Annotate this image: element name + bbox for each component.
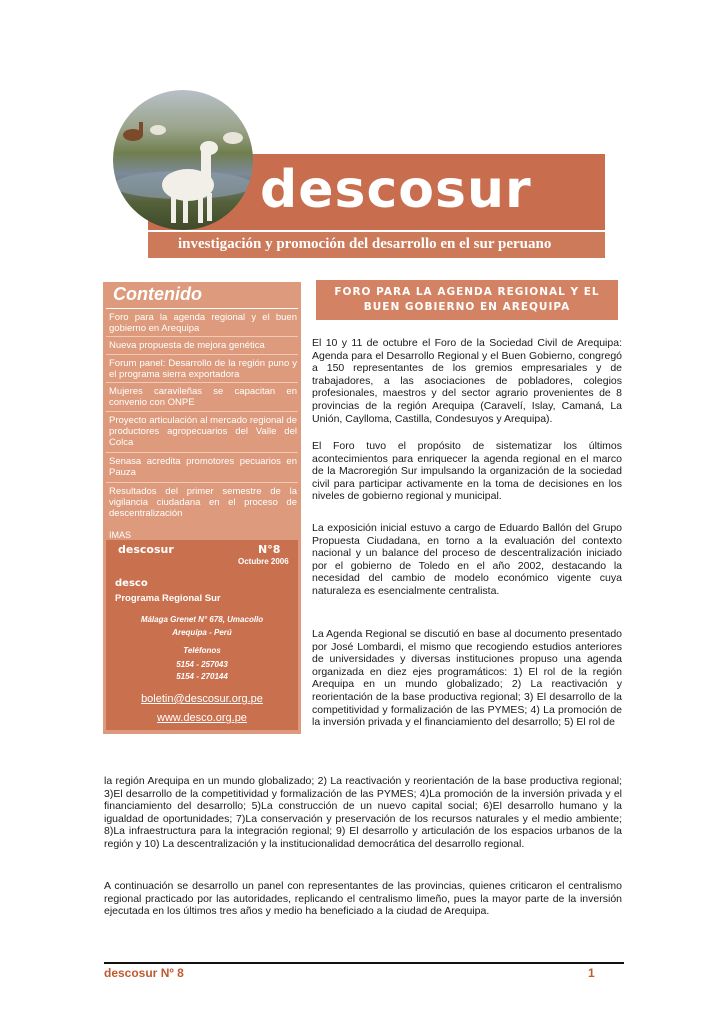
item-divider xyxy=(106,452,298,453)
contents-title: Contenido xyxy=(113,284,202,304)
more-label: IMAS xyxy=(109,530,132,540)
article-paragraph: El 10 y 11 de octubre el Foro de la Sociedad Civil de Arequipa: Agenda para el Desarrollo Regional y el Buen Gobierno, congregó a 150 representantes de los gremios empresariales y de trabajadores, a las asociaciones de pobladores, colegios profesionales, maestros y del sector agrario provenientes de 8 provincias de la región Arequipa (Caravelí, Islay, Camaná, La Unión, Caylloma, Castilla, Condesuyos y Arequipa). xyxy=(312,337,622,425)
phone-2: 5154 - 270144 xyxy=(176,672,228,681)
item-divider xyxy=(106,382,298,383)
item-divider xyxy=(106,354,298,355)
contents-item[interactable]: Foro para la agenda regional y el buen gobierno en Arequipa xyxy=(109,312,297,334)
tagline: investigación y promoción del desarrollo en el sur peruano xyxy=(178,236,552,252)
article-title: FORO PARA LA AGENDA REGIONAL Y EL BUEN GOBIERNO EN AREQUIPA xyxy=(334,286,600,313)
item-divider xyxy=(106,482,298,483)
program-name: Programa Regional Sur xyxy=(115,593,221,604)
contents-item[interactable]: Nueva propuesta de mejora genética xyxy=(109,340,265,351)
item-divider xyxy=(106,411,298,412)
issue-name: descosur xyxy=(118,543,174,556)
issue-date: Octubre 2006 xyxy=(238,557,289,566)
email-link[interactable]: boletin@descosur.org.pe xyxy=(141,693,263,705)
contents-item[interactable]: Senasa acredita promotores pecuarios en Pauza xyxy=(109,456,297,478)
brand-logo-text: descosur xyxy=(260,160,532,220)
article-paragraph: A continuación se desarrollo un panel con representantes de las provincias, quienes criticaron el centralismo regional practicado por las autoridades, replicando el centralismo limeño, pues la mayor parte de la inversión ejecutada en los últimos tres años y medio ha beneficiado a la ciudad de Arequipa. xyxy=(104,880,622,918)
organization-name: desco xyxy=(115,578,148,589)
phone-1: 5154 - 257043 xyxy=(176,660,228,669)
llama-illustration-icon xyxy=(113,90,253,230)
article-paragraph: La Agenda Regional se discutió en base al documento presentado por José Lombardi, el mismo que recogiendo estudios anteriores de universidades y diversas instituciones propuso una agenda organizada en diez ejes programáticos: 1) El rol de la región Arequipa en un mundo globalizado; 2) La reactivación y reorientación de la base productiva regional; 3) El desarrollo de la competitividad y formalización de las PYMES; 4) La promoción de la inversión privada y el financiamiento del desarrollo; 5) El rol de xyxy=(312,628,622,729)
contents-item[interactable]: Resultados del primer semestre de la vigilancia ciudadana en el proceso de descentralización xyxy=(109,486,297,519)
contents-divider xyxy=(106,308,298,309)
contents-item[interactable]: Mujeres caravileñas se capacitan en convenio con ONPE xyxy=(109,386,297,408)
article-paragraph: El Foro tuvo el propósito de sistematizar los últimos acontecimientos para enriquecer la agenda regional en el marco de la Macroregión Sur impulsando la organización de la sociedad civil para participar activamente en la toma de decisiones en los niveles de gobierno regional y municipal. xyxy=(312,440,622,503)
issue-number: N°8 xyxy=(258,543,281,556)
contents-item[interactable]: Proyecto articulación al mercado regional de productores agropecuarios del Valle del Colca xyxy=(109,415,297,448)
phones-label: Teléfonos xyxy=(183,646,221,655)
footer-divider xyxy=(104,962,624,964)
page-number: 1 xyxy=(588,966,595,980)
address-city: Arequipa - Perú xyxy=(172,628,232,637)
website-link[interactable]: www.desco.org.pe xyxy=(157,712,247,724)
contents-item[interactable]: Forum panel: Desarrollo de la región puno y el programa sierra exportadora xyxy=(109,358,297,380)
article-paragraph: La exposición inicial estuvo a cargo de Eduardo Ballón del Grupo Propuesta Ciudadana, en torno a la evaluación del contexto nacional y un balance del proceso de descentralización iniciado por el gobierno de Toledo en el año 2002, destacando la necesidad del cambio de modelo económico vigente cuya naturaleza es esencialmente centralista. xyxy=(312,522,622,597)
item-divider xyxy=(106,336,298,337)
llama-photo xyxy=(113,90,253,230)
article-paragraph: la región Arequipa en un mundo globalizado; 2) La reactivación y reorientación de la base productiva regional; 3)El desarrollo de la competitividad y formalización de las PYMES; 4)La promoción de la inversión privada y el financiamiento del desarrollo; 5)La construcción de un nuevo capital social; 6)El desarrollo humano y la igualdad de oportunidades; 7)La conservación y preservación de los recursos naturales y el medio ambiente; 8)La infraestructura para la integración regional; 9) El desarrollo y articulación de los espacios urbanos de la región y 10) La descentralización y la institucionalidad democrática del desarrollo regional. xyxy=(104,775,622,850)
address-line: Málaga Grenet N° 678, Umacollo xyxy=(140,615,264,624)
footer-issue: descosur Nº 8 xyxy=(104,966,184,980)
